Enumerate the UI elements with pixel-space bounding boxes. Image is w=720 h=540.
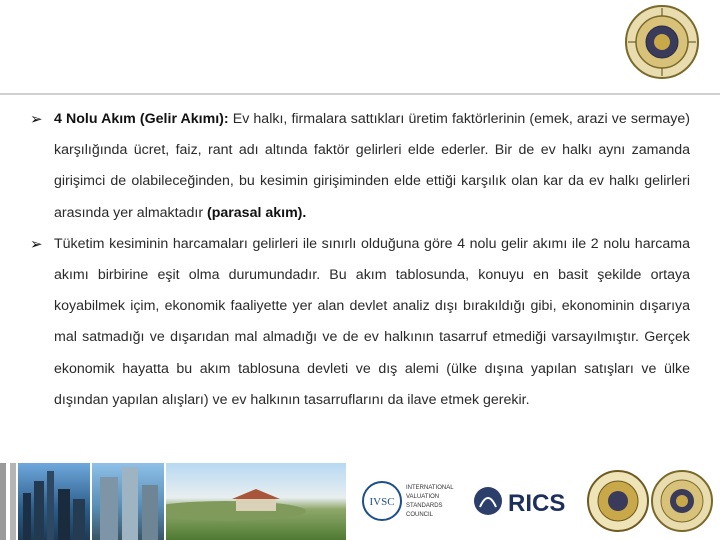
office-towers-image [92,463,164,540]
content-area [30,104,690,416]
rics-text: RICS [508,490,566,517]
ivsc-caption: STANDARDS [406,503,443,509]
footer-stripe [0,463,6,540]
bold-lead: 4 Nolu Akım (Gelir Akımı): [54,111,229,127]
paragraph-1-text: Ev halkı, firmalara sattıkları üretim faktörlerinin (emek, arazi ve sermaye) karşılığında ücret, faiz, rant adı altında faktör gelirleri elde ederler. Bir de ev halkı aynı zamanda girişimci de olabileceğinden, bu kesimin girişiminden elde ettiği karşılık olan kar da ev halkı gelirleri arasında yer almaktadır [54,111,690,221]
bullet-item-1 [30,104,690,229]
arrow-bullet-icon: ➢ [30,111,43,128]
bold-tail: (parasal akım). [206,204,307,221]
arrow-bullet-icon: ➢ [30,235,43,253]
ivsc-caption: COUNCIL [406,512,434,518]
paragraph-2-text: Tüketim kesiminin harcamaları gelirleri ile sınırlı olduğuna göre 4 nolu gelir akımı ile 2 nolu harcama akımı birbirine eşit olma durumundadır. Bu akım tablosunda, konuyu en basit şekilde ortaya koyabilmek içim, ekonomik faaliyette yer alan devlet analiz dışı bırakıldığı gibi, ekonominin dışarıya mal satmadığı ve dışarıdan mal almadığı ve de ev halkının tasarruf etmediği varsayılmıştır. Gerçek ekonomik hayatta bu akım tablosuna devleti ve dış alemi (ülke dışına yapılan satışları ve ülke dışından yapılan alışları) ve ev halkının tasarruflarını da ilave etmek gerekir. [54,235,690,408]
rics-logo [472,469,582,533]
bullet-item-2 [30,229,690,416]
footer-banner [0,463,720,540]
city-skyline-image [18,463,90,540]
header-divider [0,93,720,95]
ivsc-caption: INTERNATIONAL [406,485,454,491]
paragraph-1 [54,104,690,229]
university-seal-icon [650,469,714,533]
footer-stripe [10,463,16,540]
ivsc-text: IVSC [369,496,395,508]
ivsc-logo [360,469,470,533]
university-seal-logo [624,4,700,80]
ivsc-caption: VALUATION [406,494,440,500]
partner-seal-icon [586,469,650,533]
paragraph-2 [54,229,690,416]
landscape-image [166,463,346,540]
